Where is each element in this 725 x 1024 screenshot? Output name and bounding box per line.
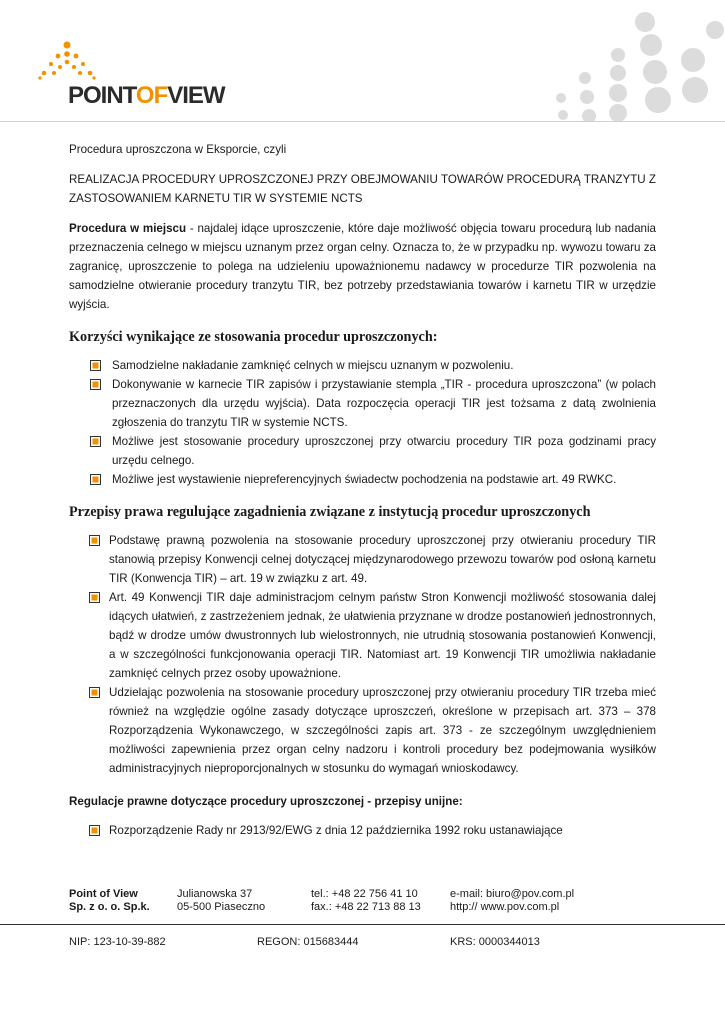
header-divider	[0, 121, 725, 122]
document-body	[69, 140, 656, 840]
footer-contact	[450, 888, 574, 914]
bullet-icon	[90, 379, 101, 390]
decorative-dots-icon	[525, 0, 725, 122]
bullet-icon	[90, 436, 101, 447]
list-item: Dokonywanie w karnecie TIR zapisów i przystawianie stempla „TIR - procedura uproszczona” (w polach przeznaczonych dla urzędu wyjścia). Data rozpoczęcia operacji TIR jest tożsama z datą zwolnienia zgłoszenia do tranzytu TIR w systemie NCTS.	[112, 375, 656, 432]
list-item: Art. 49 Konwencji TIR daje administracjom celnym państw Stron Konwencji możliwość stosowania dalej idących ułatwień, z zastrzeżeniem jednak, że ułatwienia przyznane w drodze postanowień jednostronnych, bądź w drodze umów dwustronnych lub wielostronnych, nie utrudnią stosowania postanowień Konwencji, a w szczególności funkcjonowania operacji TIR. Natomiast art. 19 Konwencji TIR umożliwia nakładanie zamknięć celnych przez osoby upoważnione.	[109, 588, 656, 683]
section-eu-title: Regulacje prawne dotyczące procedury uproszczonej - przepisy unijne:	[69, 795, 463, 808]
bullet-icon	[89, 592, 100, 603]
lead-paragraph	[69, 219, 656, 314]
footer-company: Point of View Sp. z o. o. Sp.k.	[69, 888, 150, 913]
list-item: Rozporządzenie Rady nr 2913/92/EWG z dnia 12 października 1992 roku ustanawiające	[109, 821, 656, 840]
bullet-icon	[89, 535, 100, 546]
bullet-icon	[90, 360, 101, 371]
footer-phone: tel.: +48 22 756 41 10 fax.: +48 22 713 88 13	[311, 888, 421, 913]
intro-text: Procedura uproszczona w Eksporcie, czyli	[69, 143, 287, 156]
list-item: Udzielając pozwolenia na stosowanie procedury uproszczonej przy otwieraniu procedury TIR trzeba mieć również na względzie ogólne zasady dotyczące uproszczeń, określone w przepisach art. 373 – 378 Rozporządzenia Wykonawczego, w szczególności zapis art. 373 - ze szczególnym uwzględnieniem możliwości zapewnienia przez organ celny nadzoru i kontroli procedury bez podejmowania wysiłków administracyjnych nieproporcjonalnych w stosunku do wymagań wnioskodawcy.	[109, 683, 656, 778]
eu-regulations-list	[69, 821, 656, 840]
bullet-icon	[89, 825, 100, 836]
lead-text: - najdalej idące uproszczenie, które daje możliwość objęcia towaru procedurą lub nadania przeznaczenia celnego w miejscu uznanym przez organ celny. Oznacza to, że w przypadku np. wywozu towaru za zagranicę, uproszczenie to polega na udzieleniu upoważnionemu nadawcy w procedurze TIR pozwolenia na samodzielne otwieranie procedury tranzytu TIR, bez potrzeby przedstawiania towarów i karnetu TIR w urzędzie wyjścia.	[69, 222, 656, 311]
lead-bold: Procedura w miejscu	[69, 222, 187, 235]
footer-divider	[0, 924, 725, 925]
document-caption: REALIZACJA PROCEDURY UPROSZCZONEJ PRZY OBEJMOWANIU TOWARÓW PROCEDURĄ TRANZYTU Z ZASTOSOWANIEM KARNETU TIR W SYSTEMIE NCTS	[69, 173, 656, 205]
section-benefits-title: Korzyści wynikające ze stosowania procedur uproszczonych:	[69, 329, 438, 345]
footer-regon: REGON: 015683444	[257, 936, 359, 948]
bullet-icon	[89, 687, 100, 698]
footer-krs: KRS: 0000344013	[450, 936, 540, 948]
page-header	[0, 0, 725, 122]
website-link[interactable]: http:// www.pov.com.pl	[450, 901, 560, 913]
list-item: Samodzielne nakładanie zamknięć celnych w miejscu uznanym w pozwoleniu.	[112, 356, 656, 375]
list-item: Podstawę prawną pozwolenia na stosowanie procedury uproszczonej przy otwieraniu procedury TIR stanowią przepisy Konwencji celnej dotyczącej międzynarodowego przewozu towarów pod osłoną karnetu TIR (Konwencja TIR) – art. 19 w związku z art. 49.	[109, 531, 656, 588]
email-link[interactable]: e-mail: biuro@pov.com.pl	[450, 888, 575, 900]
list-item: Możliwe jest wystawienie niepreferencyjnych świadectw pochodzenia na podstawie art. 49 RWKC.	[112, 470, 656, 489]
footer-address: Julianowska 37 05-500 Piaseczno	[177, 888, 266, 913]
list-item: Możliwe jest stosowanie procedury uproszczonej przy otwarciu procedury TIR poza godzinami pracy urzędu celnego.	[112, 432, 656, 470]
regulations-list	[69, 531, 656, 778]
footer-nip: NIP: 123-10-39-882	[69, 936, 166, 948]
section-regulations-title: Przepisy prawa regulujące zagadnienia związane z instytucją procedur uproszczonych	[69, 504, 591, 520]
benefits-list	[69, 356, 656, 489]
bullet-icon	[90, 474, 101, 485]
brand-logo-text: POINTOFVIEW	[68, 82, 225, 109]
